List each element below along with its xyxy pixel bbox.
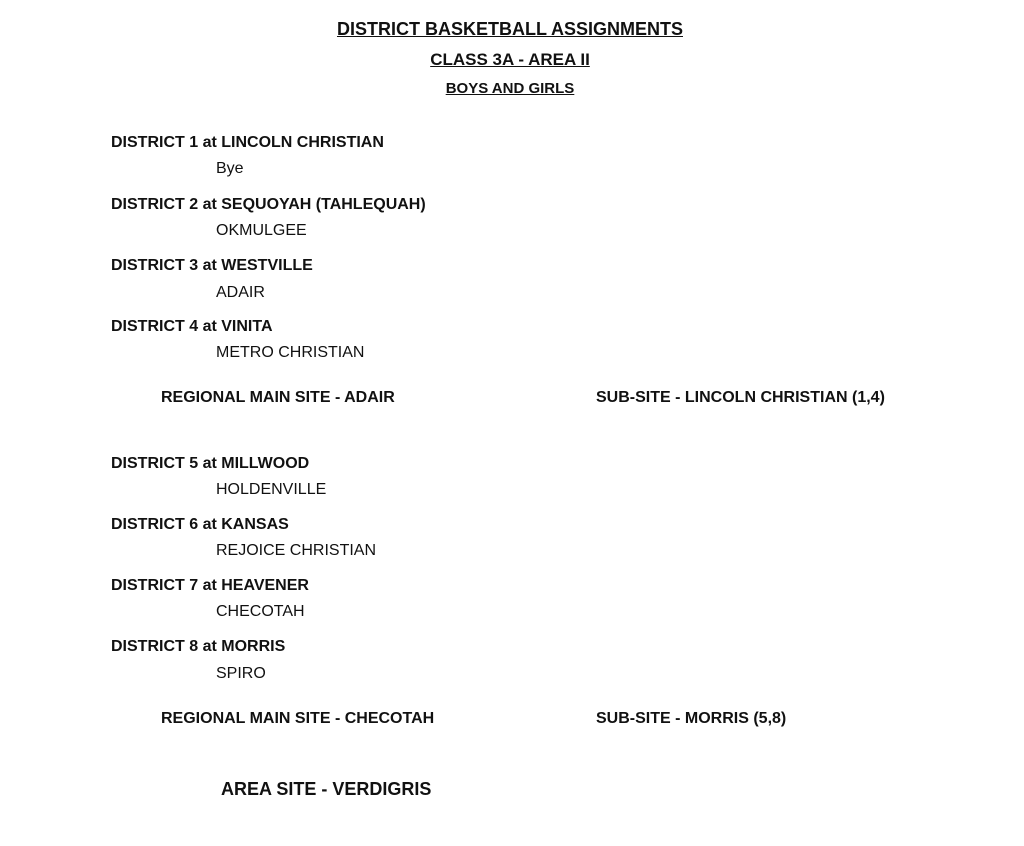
district-8-heading: DISTRICT 8 at MORRIS: [111, 638, 286, 655]
category-subtitle: BOYS AND GIRLS: [445, 80, 575, 97]
district-1-team: Bye: [216, 160, 244, 177]
district-7-team: CHECOTAH: [216, 603, 305, 620]
regional-sub-site-1: SUB-SITE - LINCOLN CHRISTIAN (1,4): [596, 389, 885, 406]
regional-sub-site-2: SUB-SITE - MORRIS (5,8): [596, 710, 787, 727]
district-8-team: SPIRO: [216, 665, 266, 682]
district-5-team: HOLDENVILLE: [216, 481, 327, 498]
district-3-heading: DISTRICT 3 at WESTVILLE: [111, 257, 313, 274]
area-site: AREA SITE - VERDIGRIS: [221, 779, 432, 799]
district-1-heading: DISTRICT 1 at LINCOLN CHRISTIAN: [111, 134, 384, 151]
district-2-team: OKMULGEE: [216, 222, 307, 239]
district-3-team: ADAIR: [216, 284, 265, 301]
class-subtitle: CLASS 3A - AREA II: [430, 50, 590, 69]
district-7-heading: DISTRICT 7 at HEAVENER: [111, 577, 309, 594]
district-5-heading: DISTRICT 5 at MILLWOOD: [111, 455, 310, 472]
district-4-team: METRO CHRISTIAN: [216, 344, 365, 361]
regional-main-site-1: REGIONAL MAIN SITE - ADAIR: [161, 389, 395, 406]
district-6-team: REJOICE CHRISTIAN: [216, 542, 377, 559]
district-4-heading: DISTRICT 4 at VINITA: [111, 318, 273, 335]
document-title: DISTRICT BASKETBALL ASSIGNMENTS: [336, 19, 683, 39]
district-6-heading: DISTRICT 6 at KANSAS: [111, 516, 289, 533]
district-2-heading: DISTRICT 2 at SEQUOYAH (TAHLEQUAH): [111, 196, 426, 213]
regional-main-site-2: REGIONAL MAIN SITE - CHECOTAH: [161, 710, 435, 727]
